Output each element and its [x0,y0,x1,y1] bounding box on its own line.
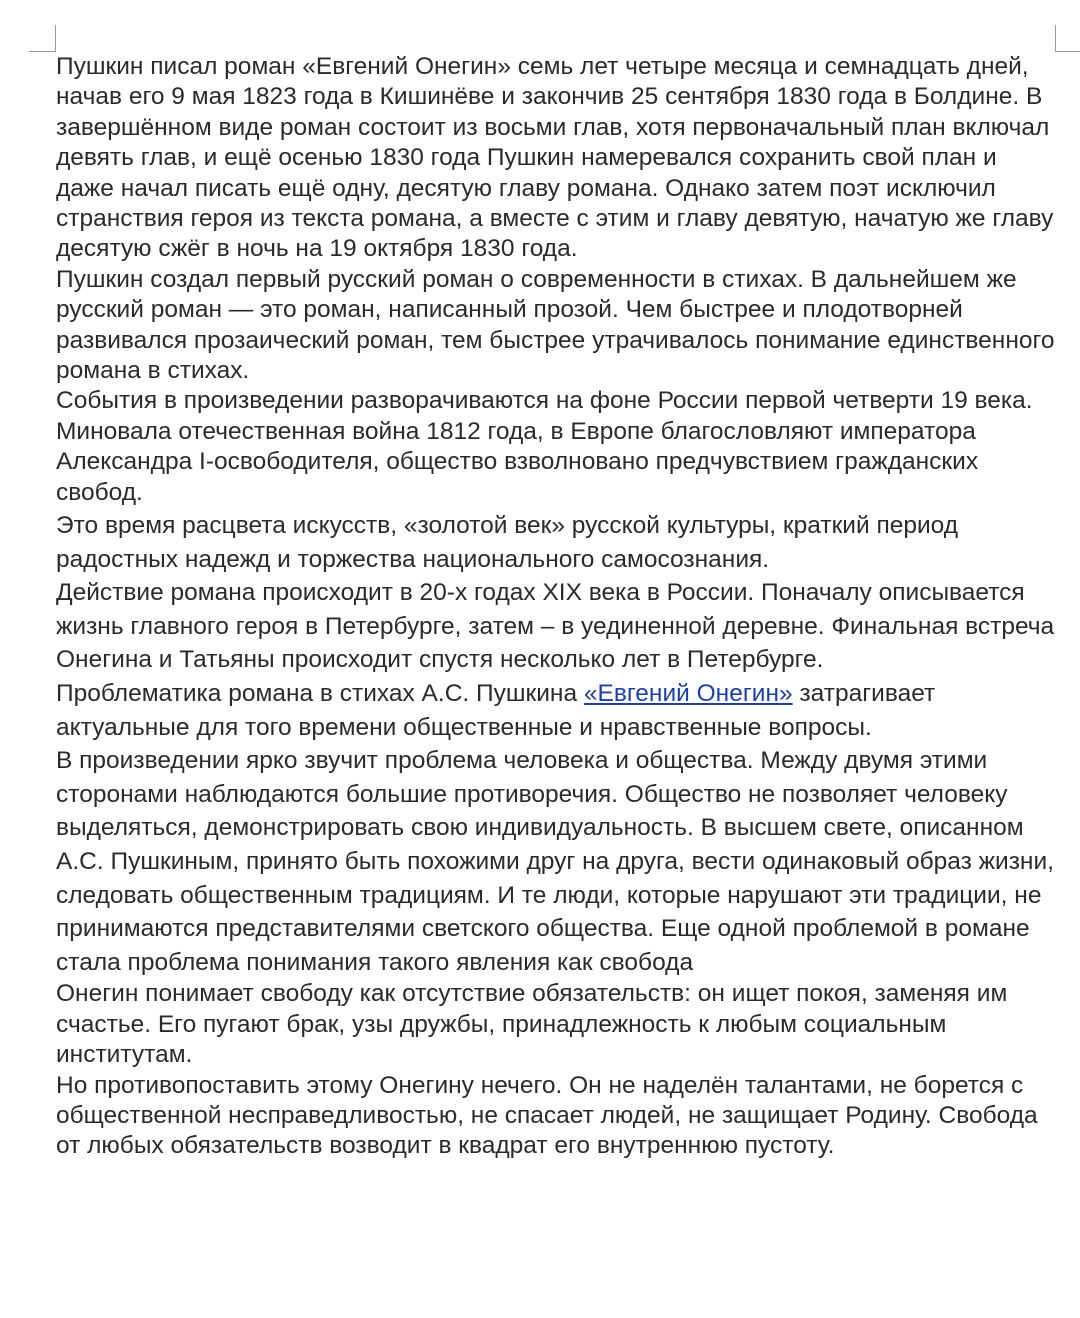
paragraph-8: Онегин понимает свободу как отсутствие обязательств: он ищет покоя, заменяя им счастье. Его пугают брак, узы дружбы, принадлежность к любым социальным институтам. [56,980,1008,1069]
evgeniy-onegin-link[interactable]: «Евгений Онегин» [583,680,793,708]
paragraph-6-text-after: затрагивает актуальные для того времени общественные и нравственные вопросы. [56,680,936,741]
paragraph-5: Действие романа происходит в 20-х годах XIX века в России. Поначалу описывается жизнь главного героя в Петербурге, затем – в уединенной деревне. Финальная встреча Онегина и Татьяны происходит спустя несколько лет в Петербурге. [56,579,1055,674]
paragraph-6-text-before: Проблематика романа в стихах А.С. Пушкина [56,680,584,708]
paragraph-3: События в произведении разворачиваются на фоне России первой четверти 19 века. Миновала отечественная война 1812 года, в Европе благословляют императора Александра I-освободителя, общество взволновано предчувствием гражданских свобод. [56,387,1033,506]
paragraph-9: Но противопоставить этому Онегину нечего. Он не наделён талантами, не борется с общественной несправедливостью, не спасает людей, не защищает Родину. Свобода от любых обязательств возводит в квадрат его внутреннюю пустоту. [56,1071,1038,1160]
top-right-margin-mark [1055,25,1080,52]
paragraph-6 [56,677,1060,744]
top-left-margin-mark [29,25,56,52]
document-body [56,52,1060,1162]
paragraph-1: Пушкин писал роман «Евгений Онегин» семь лет четыре месяца и семнадцать дней, начав его 9 мая 1823 года в Кишинёве и закончив 25 сентября 1830 года в Болдине. В завершённом виде роман состоит из восьми глав, хотя первоначальный план включал девять глав, и ещё осенью 1830 года Пушкин намеревался сохранить свой план и даже начал писать ещё одну, десятую главу романа. Однако затем поэт исключил странствия героя из текста романа, а вместе с этим и главу девятую, начатую же главу десятую сжёг в ночь на 19 октября 1830 года. [56,53,1054,263]
paragraph-7: В произведении ярко звучит проблема человека и общества. Между двумя этими сторонами наблюдаются большие противоречия. Общество не позволяет человеку выделяться, демонстрировать свою индивидуальность. В высшем свете, описанном А.С. Пушкиным, принято быть похожими друг на друга, вести одинаковый образ жизни, следовать общественным традициям. И те люди, которые нарушают эти традиции, не принимаются представителями светского общества. Еще одной проблемой в романе стала проблема понимания такого явления как свобода [56,747,1054,976]
paragraph-2: Пушкин создал первый русский роман о современности в стихах. В дальнейшем же русский роман — это роман, написанный прозой. Чем быстрее и плодотворней развивался прозаический роман, тем быстрее утрачивалось понимание единственного романа в стихах. [56,265,1055,385]
paragraph-4: Это время расцвета искусств, «золотой век» русской культуры, краткий период радостных надежд и торжества национального самосознания. [56,512,959,573]
